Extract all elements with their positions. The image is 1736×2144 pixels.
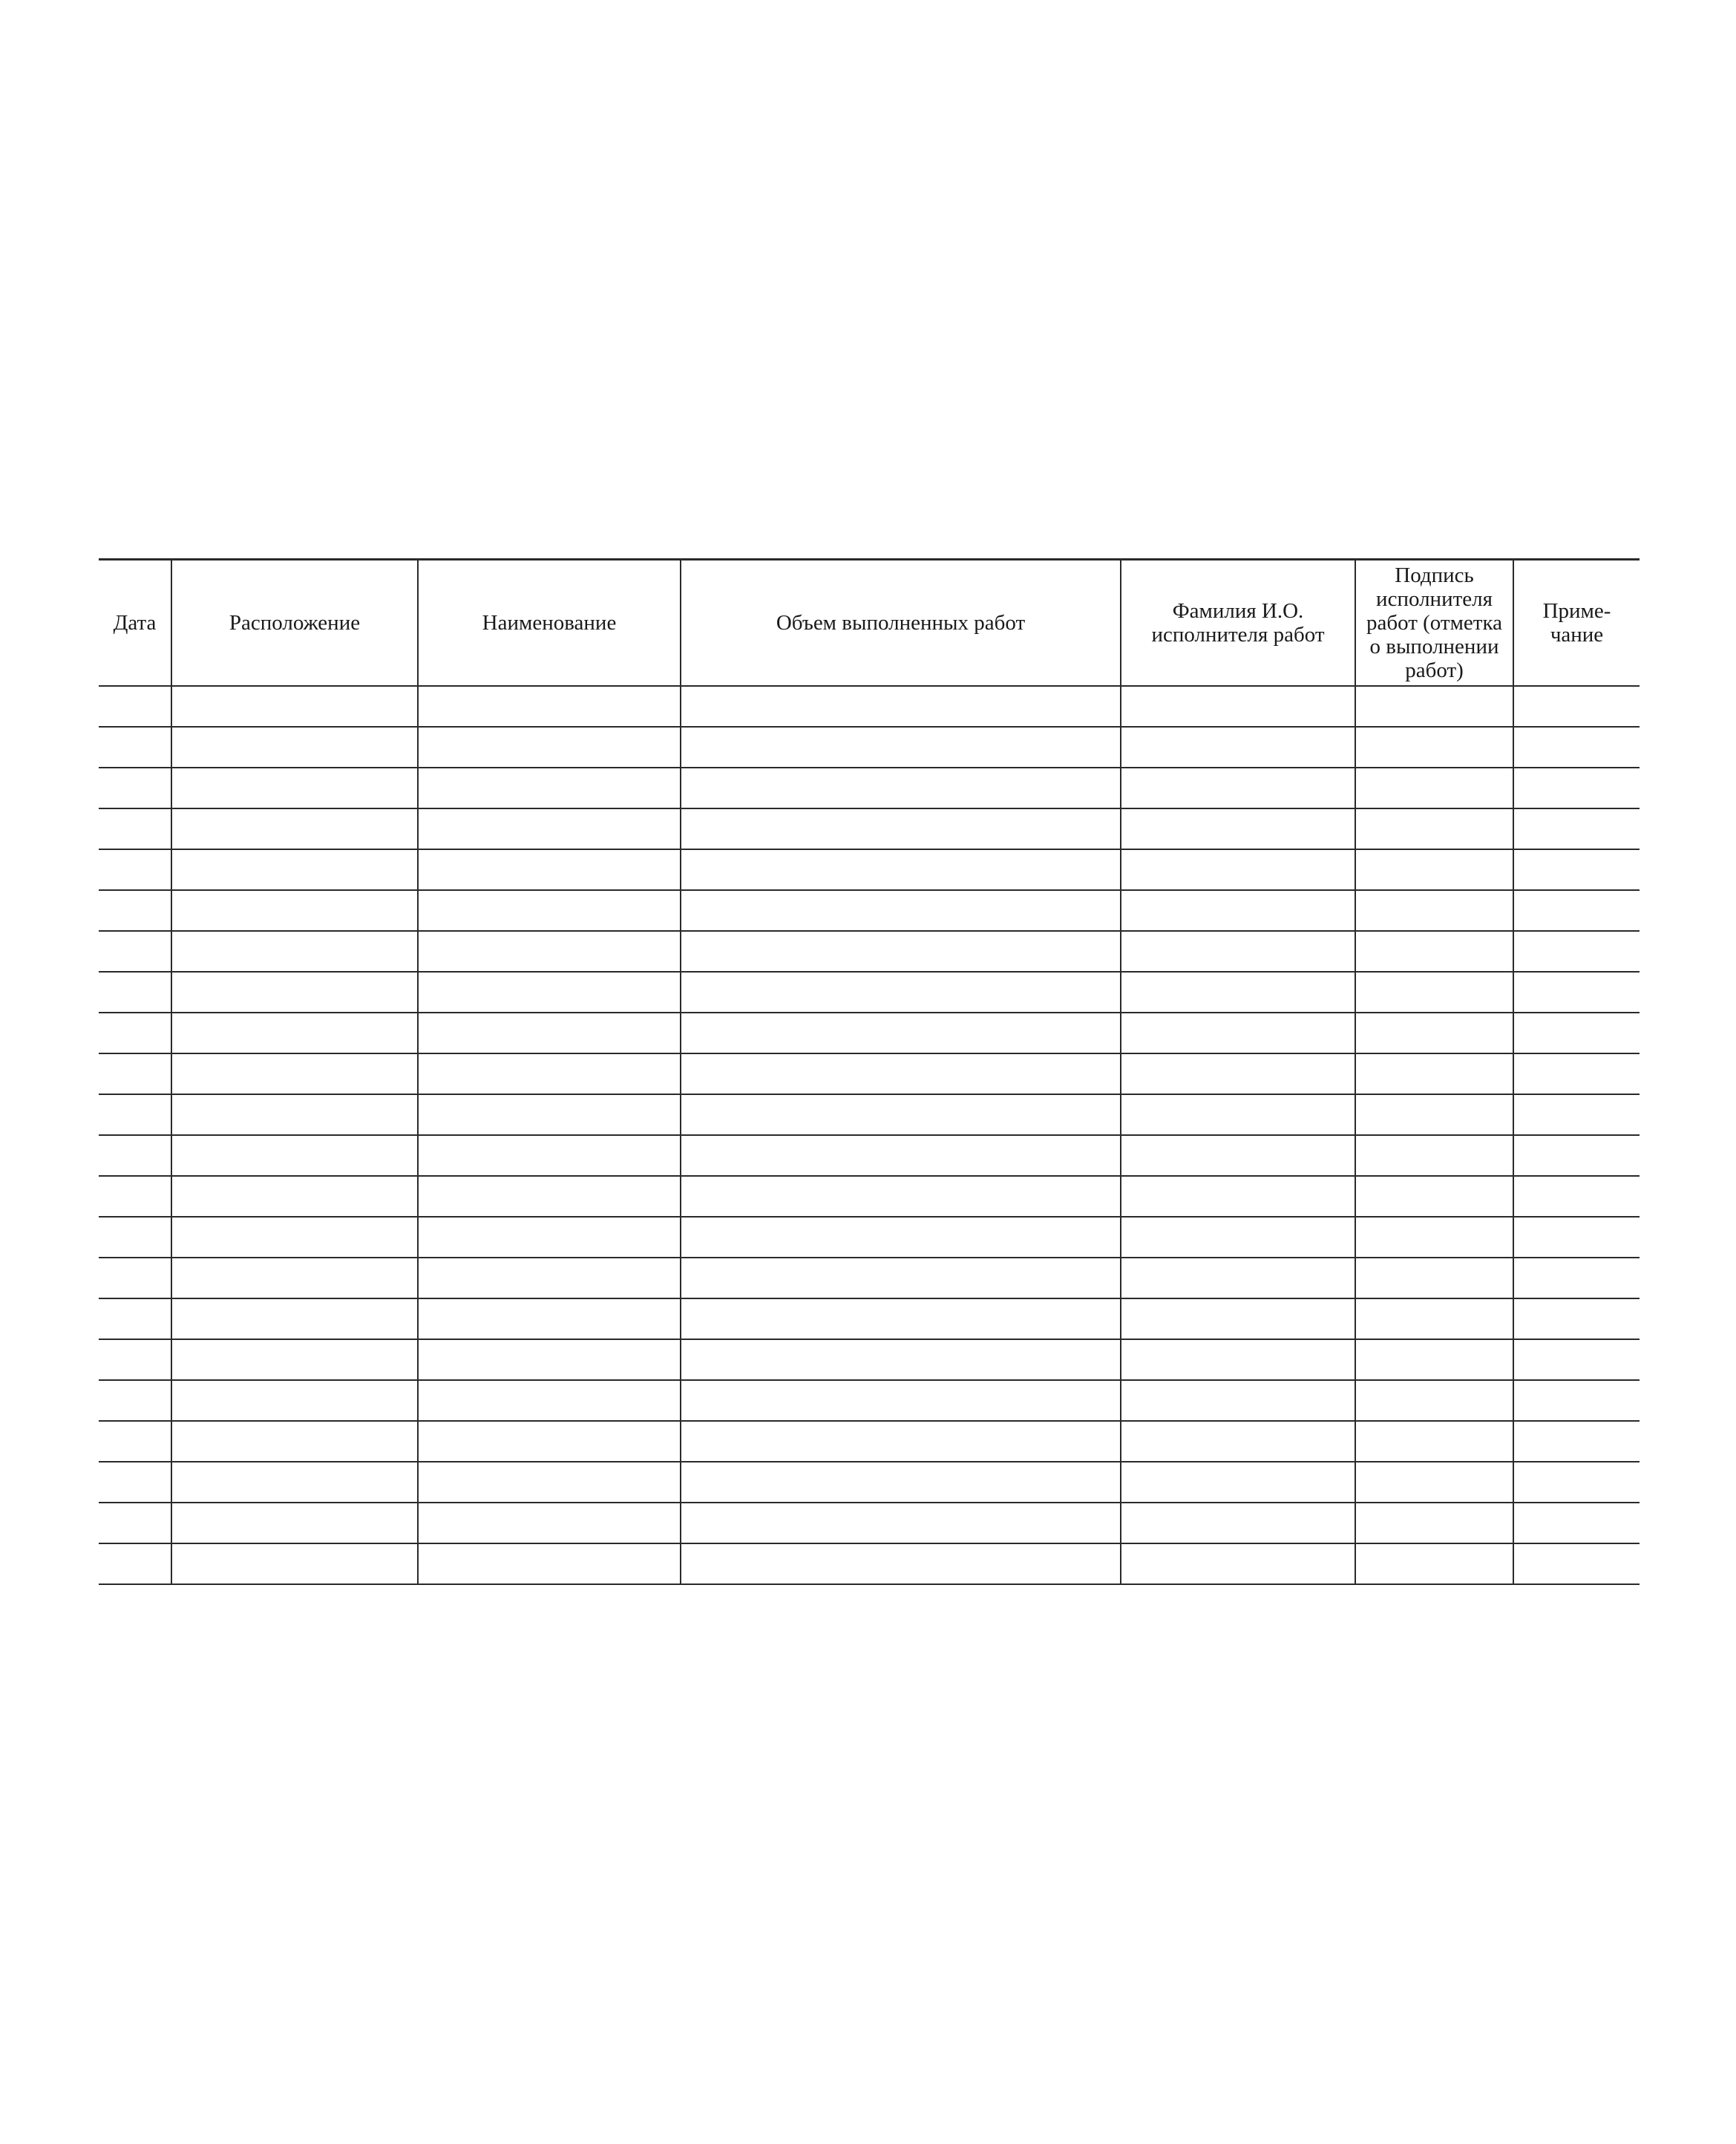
table-cell: [681, 849, 1121, 890]
table-cell: [418, 1503, 681, 1543]
table-cell: [171, 1380, 418, 1421]
table-cell: [681, 768, 1121, 808]
table-cell: [1121, 1053, 1355, 1094]
table-row: [99, 1217, 1640, 1258]
table-cell: [1355, 1094, 1513, 1135]
table-cell: [171, 727, 418, 768]
table-cell: [1513, 849, 1640, 890]
table-cell: [681, 1217, 1121, 1258]
column-header-date: Дата: [99, 560, 171, 687]
table-row: [99, 1094, 1640, 1135]
table-cell: [681, 1462, 1121, 1503]
table-cell: [99, 808, 171, 849]
column-header-performer-signature: Подпись исполнителя работ (отметка о выполнении работ): [1355, 560, 1513, 687]
table-cell: [99, 1053, 171, 1094]
table-cell: [99, 1258, 171, 1298]
table-cell: [1355, 1053, 1513, 1094]
table-cell: [1513, 1543, 1640, 1584]
table-cell: [1355, 1298, 1513, 1339]
table-cell: [1355, 1503, 1513, 1543]
table-cell: [1355, 890, 1513, 931]
table-cell: [99, 727, 171, 768]
table-row: [99, 727, 1640, 768]
table-cell: [1355, 1462, 1513, 1503]
table-cell: [681, 1298, 1121, 1339]
table-cell: [418, 727, 681, 768]
table-cell: [1513, 1380, 1640, 1421]
table-cell: [171, 1543, 418, 1584]
header-row: [99, 560, 1640, 687]
table-cell: [1121, 1217, 1355, 1258]
table-cell: [681, 1380, 1121, 1421]
table-cell: [1121, 1339, 1355, 1380]
table-cell: [418, 1380, 681, 1421]
table-cell: [1121, 1503, 1355, 1543]
table-cell: [418, 1421, 681, 1462]
table-row: [99, 808, 1640, 849]
table-cell: [418, 1135, 681, 1176]
table-cell: [1355, 1013, 1513, 1053]
table-row: [99, 972, 1640, 1013]
table-cell: [1513, 1339, 1640, 1380]
table-cell: [1355, 1135, 1513, 1176]
table-cell: [1513, 1135, 1640, 1176]
table-row: [99, 1543, 1640, 1584]
table-cell: [418, 849, 681, 890]
table-cell: [1121, 849, 1355, 890]
table-cell: [1513, 890, 1640, 931]
table-cell: [1121, 686, 1355, 727]
table-row: [99, 1503, 1640, 1543]
table-cell: [171, 1094, 418, 1135]
table-cell: [1121, 768, 1355, 808]
table-cell: [99, 686, 171, 727]
table-cell: [681, 1543, 1121, 1584]
column-header-location: Расположение: [171, 560, 418, 687]
table-cell: [1355, 1176, 1513, 1217]
table-cell: [681, 931, 1121, 972]
table-cell: [1121, 1258, 1355, 1298]
table-cell: [1513, 808, 1640, 849]
table-cell: [171, 1013, 418, 1053]
table-cell: [681, 727, 1121, 768]
table-cell: [171, 1339, 418, 1380]
table-cell: [681, 1094, 1121, 1135]
table-row: [99, 1135, 1640, 1176]
table-cell: [1513, 1013, 1640, 1053]
table-cell: [1121, 890, 1355, 931]
table-cell: [1355, 1339, 1513, 1380]
column-header-work-volume: Объем выполненных работ: [681, 560, 1121, 687]
table-cell: [99, 1462, 171, 1503]
table-cell: [171, 1298, 418, 1339]
table-cell: [1355, 686, 1513, 727]
table-cell: [1513, 1094, 1640, 1135]
table-row: [99, 1421, 1640, 1462]
table-cell: [99, 1013, 171, 1053]
table-cell: [1513, 686, 1640, 727]
table-row: [99, 768, 1640, 808]
table-cell: [171, 686, 418, 727]
table-row: [99, 1462, 1640, 1503]
table-cell: [1121, 1380, 1355, 1421]
table-cell: [171, 1176, 418, 1217]
table-cell: [1513, 768, 1640, 808]
table-cell: [1513, 1298, 1640, 1339]
table-cell: [171, 1503, 418, 1543]
table-cell: [418, 1258, 681, 1298]
work-log-table: [99, 558, 1640, 1585]
table-cell: [418, 1462, 681, 1503]
table-cell: [418, 1543, 681, 1584]
column-header-performer-name: Фамилия И.О. исполнителя работ: [1121, 560, 1355, 687]
table-cell: [1513, 1503, 1640, 1543]
table-cell: [1355, 727, 1513, 768]
table-cell: [418, 1339, 681, 1380]
table-cell: [171, 1258, 418, 1298]
table-cell: [171, 931, 418, 972]
table-body: [99, 686, 1640, 1584]
table-cell: [99, 1339, 171, 1380]
table-cell: [99, 1135, 171, 1176]
table-cell: [99, 768, 171, 808]
table-cell: [1513, 1176, 1640, 1217]
table-cell: [1513, 1258, 1640, 1298]
table-cell: [1121, 972, 1355, 1013]
table-cell: [1121, 931, 1355, 972]
table-cell: [418, 808, 681, 849]
table-cell: [1513, 931, 1640, 972]
table-cell: [1121, 1013, 1355, 1053]
table-cell: [171, 1421, 418, 1462]
table-cell: [681, 1503, 1121, 1543]
table-cell: [681, 1176, 1121, 1217]
table-row: [99, 890, 1640, 931]
table-cell: [418, 1013, 681, 1053]
table-cell: [1355, 1543, 1513, 1584]
table-cell: [1355, 1258, 1513, 1298]
table-cell: [171, 890, 418, 931]
table-cell: [418, 768, 681, 808]
table-row: [99, 1013, 1640, 1053]
table-cell: [99, 890, 171, 931]
table-cell: [1121, 1176, 1355, 1217]
column-header-name: Наименование: [418, 560, 681, 687]
table-cell: [1513, 1421, 1640, 1462]
table-cell: [681, 808, 1121, 849]
table-cell: [1355, 972, 1513, 1013]
table-cell: [171, 1053, 418, 1094]
table-cell: [171, 768, 418, 808]
table-cell: [99, 1380, 171, 1421]
table-cell: [1355, 1217, 1513, 1258]
table-cell: [418, 931, 681, 972]
table-cell: [99, 1503, 171, 1543]
table-cell: [1355, 849, 1513, 890]
table-cell: [99, 931, 171, 972]
table-row: [99, 931, 1640, 972]
table-row: [99, 1258, 1640, 1298]
table-cell: [171, 808, 418, 849]
table-cell: [1355, 1380, 1513, 1421]
table-cell: [418, 1217, 681, 1258]
table-cell: [681, 1135, 1121, 1176]
table-cell: [171, 972, 418, 1013]
table-cell: [171, 849, 418, 890]
table-cell: [1121, 1462, 1355, 1503]
table-row: [99, 849, 1640, 890]
table-cell: [418, 890, 681, 931]
table-row: [99, 1298, 1640, 1339]
table-cell: [681, 890, 1121, 931]
table-cell: [1121, 1543, 1355, 1584]
table-cell: [99, 1298, 171, 1339]
table-cell: [1355, 1421, 1513, 1462]
table-row: [99, 1176, 1640, 1217]
table-cell: [171, 1135, 418, 1176]
table-cell: [1355, 808, 1513, 849]
table-row: [99, 1053, 1640, 1094]
table-cell: [681, 1339, 1121, 1380]
table-cell: [1121, 1298, 1355, 1339]
table-cell: [99, 1421, 171, 1462]
table-cell: [681, 686, 1121, 727]
table-cell: [99, 1543, 171, 1584]
table-cell: [681, 972, 1121, 1013]
table-cell: [1121, 727, 1355, 768]
table-cell: [681, 1421, 1121, 1462]
table-cell: [1121, 1421, 1355, 1462]
table-cell: [1121, 1135, 1355, 1176]
table-cell: [418, 1298, 681, 1339]
table-cell: [1121, 808, 1355, 849]
table-row: [99, 1380, 1640, 1421]
table-cell: [1513, 727, 1640, 768]
table-cell: [418, 972, 681, 1013]
table-cell: [171, 1217, 418, 1258]
table-cell: [1513, 972, 1640, 1013]
table-cell: [99, 849, 171, 890]
table-cell: [681, 1258, 1121, 1298]
table-cell: [418, 686, 681, 727]
table-cell: [418, 1176, 681, 1217]
table-cell: [1513, 1053, 1640, 1094]
table-cell: [99, 1176, 171, 1217]
table-cell: [418, 1094, 681, 1135]
table-cell: [681, 1013, 1121, 1053]
table-row: [99, 1339, 1640, 1380]
table-row: [99, 686, 1640, 727]
table-cell: [1355, 931, 1513, 972]
table-cell: [99, 972, 171, 1013]
table-cell: [681, 1053, 1121, 1094]
table-cell: [99, 1217, 171, 1258]
table-cell: [1513, 1217, 1640, 1258]
table-cell: [1355, 768, 1513, 808]
table-cell: [99, 1094, 171, 1135]
table-cell: [418, 1053, 681, 1094]
table-cell: [1513, 1462, 1640, 1503]
table-cell: [171, 1462, 418, 1503]
table-cell: [1121, 1094, 1355, 1135]
column-header-note: Приме- чание: [1513, 560, 1640, 687]
